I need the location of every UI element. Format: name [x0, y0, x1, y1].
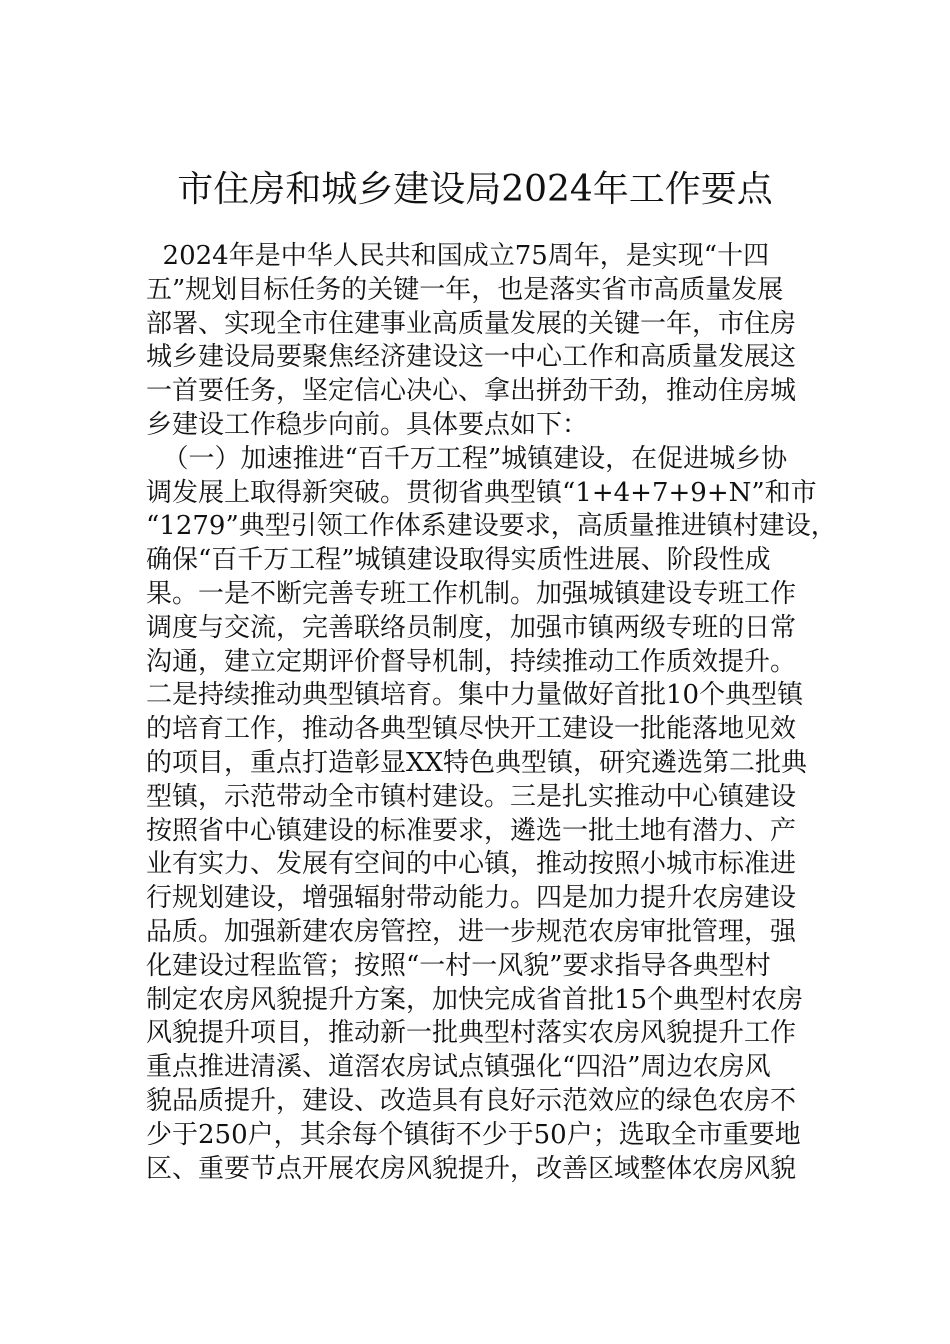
body-line: 重点推进清溪、道滘农房试点镇强化“四沿”周边农房风 [146, 1052, 771, 1083]
body-line: 一首要任务，坚定信心决心、拿出拼劲干劲，推动住房城 [146, 376, 797, 407]
body-line: 型镇，示范带动全市镇村建设。三是扎实推动中心镇建设 [146, 781, 797, 812]
body-line: 的项目，重点打造彰显XX特色典型镇，研究遴选第二批典 [146, 747, 808, 778]
body-line: 五”规划目标任务的关键一年，也是落实省市高质量发展 [146, 274, 784, 305]
body-line: 风貌提升项目，推动新一批典型村落实农房风貌提升工作 [146, 1018, 797, 1049]
body-line: 区、重要节点开展农房风貌提升，改善区域整体农房风貌 [146, 1153, 797, 1184]
body-line: 按照省中心镇建设的标准要求，遴选一批土地有潜力、产 [146, 815, 797, 846]
body-line: 行规划建设，增强辐射带动能力。四是加力提升农房建设 [146, 883, 797, 914]
body-line: 部署、实现全市住建事业高质量发展的关键一年，市住房 [146, 308, 797, 339]
document-title: 市住房和城乡建设局2024年工作要点 [177, 169, 773, 210]
body-line: “1279”典型引领工作体系建设要求，高质量推进镇村建设， [146, 511, 837, 542]
body-line: 2024年是中华人民共和国成立75周年，是实现“十四 [146, 241, 770, 271]
body-line: 化建设过程监管；按照“一村一风貌”要求指导各典型村 [146, 950, 771, 981]
body-line: 确保“百千万工程”城镇建设取得实质性进展、阶段性成 [146, 545, 771, 576]
body-line: 调发展上取得新突破。贯彻省典型镇“1+4+7+9+N”和市 [146, 477, 817, 508]
body-line: 沟通，建立定期评价督导机制，持续推动工作质效提升。 [146, 646, 797, 677]
body-line: 品质。加强新建农房管控，进一步规范农房审批管理，强 [146, 916, 797, 947]
body-line: 调度与交流，完善联络员制度，加强市镇两级专班的日常 [146, 612, 797, 643]
body-line: 业有实力、发展有空间的中心镇，推动按照小城市标准进 [146, 849, 797, 880]
body-line: 的培育工作，推动各典型镇尽快开工建设一批能落地见效 [146, 714, 797, 745]
body-line: 貌品质提升，建设、改造具有良好示范效应的绿色农房不 [146, 1085, 797, 1116]
body-line: 乡建设工作稳步向前。具体要点如下： [146, 409, 589, 440]
body-line: 二是持续推动典型镇培育。集中力量做好首批10个典型镇 [146, 680, 804, 711]
document-body [146, 240, 837, 1186]
body-line: （一）加速推进“百千万工程”城镇建设，在促进城乡协 [146, 443, 788, 474]
body-line: 少于250户，其余每个镇街不少于50户；选取全市重要地 [146, 1119, 801, 1150]
body-line: 果。一是不断完善专班工作机制。加强城镇建设专班工作 [146, 578, 797, 609]
body-line: 制定农房风貌提升方案，加快完成省首批15个典型村农房 [146, 984, 804, 1015]
body-line: 城乡建设局要聚焦经济建设这一中心工作和高质量发展这 [146, 342, 797, 373]
